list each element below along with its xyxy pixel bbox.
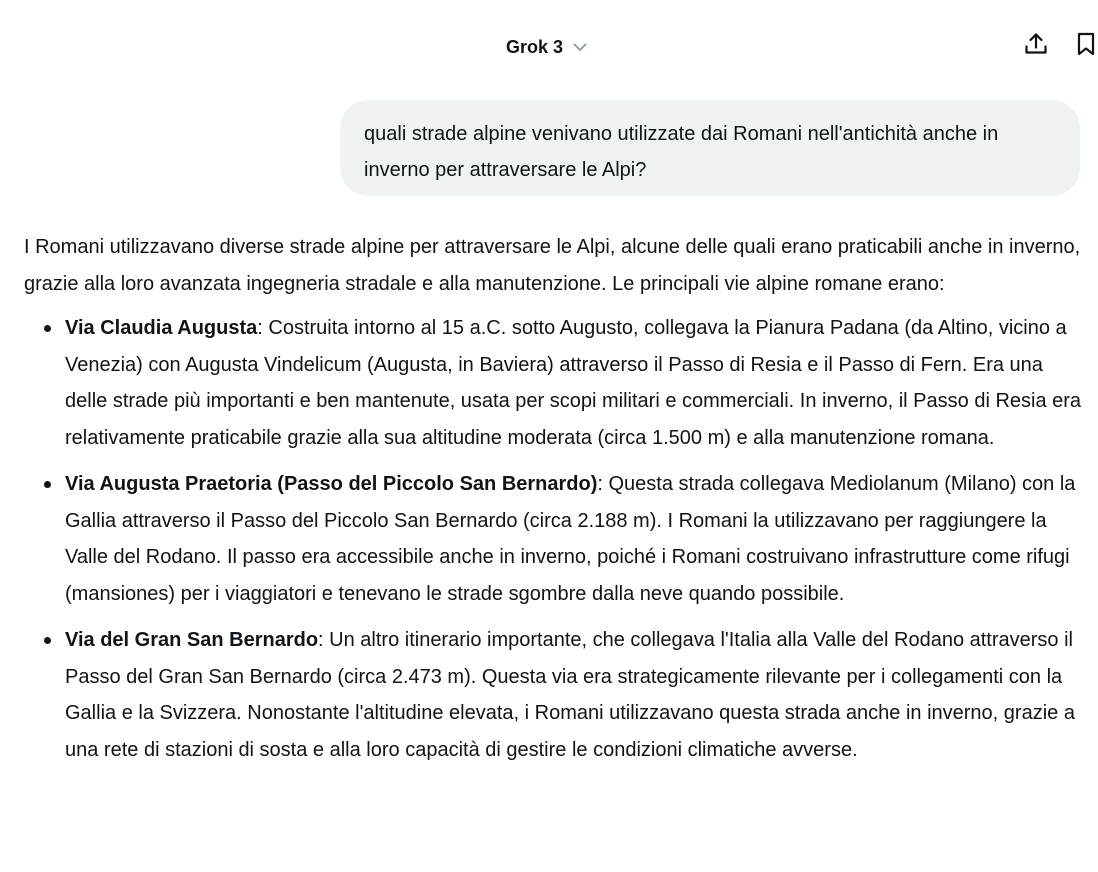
user-message-bubble: [340, 100, 1080, 196]
roads-list: [24, 310, 1084, 768]
response-intro: I Romani utilizzavano diverse strade alpine per attraversare le Alpi, alcune delle quali erano praticabili anche in inverno, grazie alla loro avanzata ingegneria stradale e alla manutenzione. Le principali vie alpine romane erano:: [24, 236, 1081, 295]
model-selector[interactable]: [506, 32, 589, 62]
road-description: : Un altro itinerario importante, che collegava l'Italia alla Valle del Rodano attraverso il Passo del Gran San Bernardo (circa 2.473 m). Questa via era strategicamente rilevante per i collegamenti con la Gallia e la Svizzera. Nonostante l'altitudine elevata, i Romani utilizzavano questa strada anche in inverno, grazie a una rete di stazioni di sosta e alla loro capacità di gestire le condizioni climatiche avverse.: [65, 629, 1075, 761]
road-description: : Questa strada collegava Mediolanum (Milano) con la Gallia attraverso il Passo del Piccolo San Bernardo (circa 2.188 m). I Romani la utilizzavano per raggiungere la Valle del Rodano. Il passo era accessibile anche in inverno, poiché i Romani costruivano infrastrutture come rifugi (mansiones) per i viaggiatori e tenevano le strade sgombre dalla neve quando possibile.: [65, 473, 1076, 605]
road-title: Via Claudia Augusta: [65, 317, 258, 339]
list-item: [65, 466, 1084, 612]
list-item: [65, 310, 1084, 456]
assistant-response: [24, 229, 1084, 778]
bookmark-button[interactable]: [1070, 30, 1098, 62]
road-description: : Costruita intorno al 15 a.C. sotto Augusto, collegava la Pianura Padana (da Altino, vicino a Venezia) con Augusta Vindelicum (Augusta, in Baviera) attraverso il Passo di Resia e il Passo di Fern. Era una delle strade più importanti e ben mantenute, usata per scopi militari e commerciali. In inverno, il Passo di Resia era relativamente praticabile grazie alla sua altitudine moderata (circa 1.500 m) e alla manutenzione romana.: [65, 317, 1082, 449]
share-button[interactable]: [1020, 30, 1052, 62]
chat-header: [0, 0, 1098, 92]
user-message-text: quali strade alpine venivano utilizzate dai Romani nell'antichità anche in inverno per attraversare le Alpi?: [364, 123, 999, 181]
list-item: [65, 622, 1084, 768]
bookmark-icon: [1074, 31, 1098, 62]
chevron-down-icon: [571, 38, 589, 56]
model-name: Grok 3: [506, 36, 564, 57]
share-upload-icon: [1023, 31, 1049, 62]
road-title: Via del Gran San Bernardo: [65, 629, 319, 651]
road-title: Via Augusta Praetoria (Passo del Piccolo San Bernardo): [65, 473, 598, 495]
